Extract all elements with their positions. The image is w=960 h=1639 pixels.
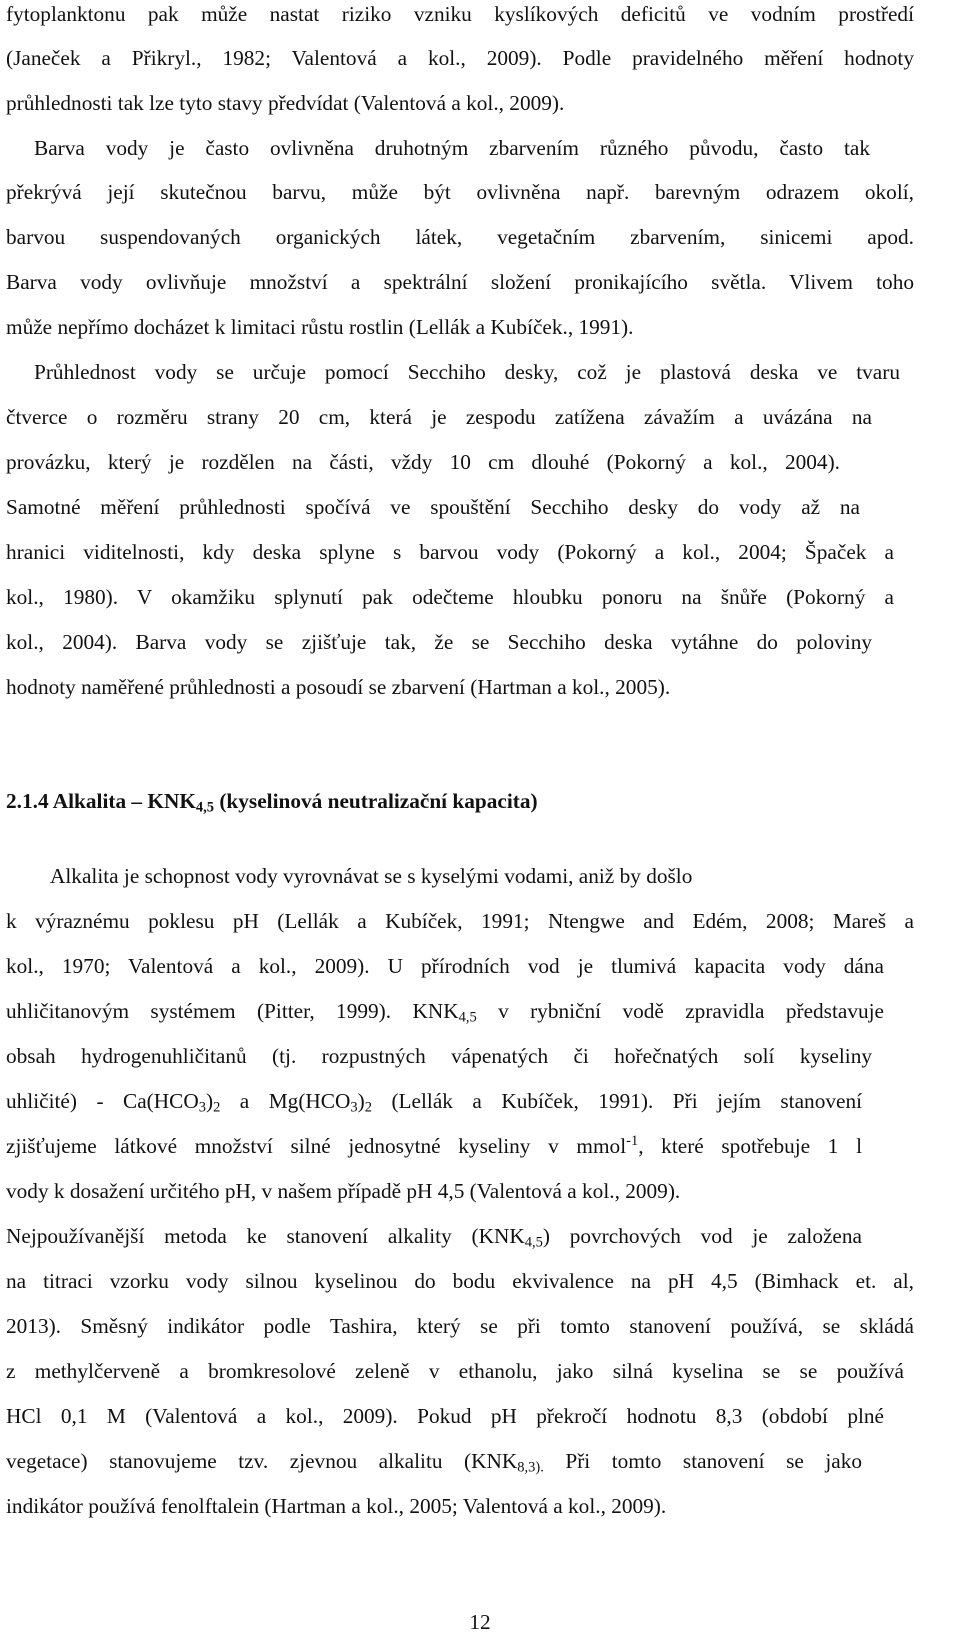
text-line: Samotné měření průhlednosti spočívá ve spouštění Secchiho desky do vody až na: [6, 495, 860, 519]
text-line: uhličitanovým systémem (Pitter, 1999). $KNK_{4,5}$ v rybniční vodě zpravidla představuje: [6, 999, 884, 1026]
text-line: na titraci vzorku vody silnou kyselinou do bodu ekvivalence na pH 4,5 (Bimhack et. al,: [6, 1269, 914, 1293]
text-line: Barva vody je často ovlivněna druhotným zbarvením různého původu, často tak: [34, 136, 870, 160]
text-line: barvou suspendovaných organických látek, vegetačním zbarvením, sinicemi apod.: [6, 225, 914, 249]
text-line: kol., 1980). V okamžiku splynutí pak odečteme hloubku ponoru na šnůře (Pokorný a: [6, 585, 894, 609]
text-line: (Janeček a Přikryl., 1982; Valentová a kol., 2009). Podle pravidelného měření hodnoty: [6, 46, 914, 70]
text-line: kol., 2004). Barva vody se zjišťuje tak, že se Secchiho deska vytáhne do poloviny: [6, 630, 872, 654]
page-number: 12: [469, 1610, 491, 1634]
text-line: překrývá její skutečnou barvu, může být ovlivněna např. barevným odrazem okolí,: [6, 180, 914, 204]
text-line: provázku, který je rozdělen na části, vždy 10 cm dlouhé (Pokorný a kol., 2004).: [6, 450, 840, 474]
text-line: Alkalita je schopnost vody vyrovnávat se s kyselými vodami, aniž by došlo: [50, 864, 693, 888]
text-line: zjišťujeme látkové množství silné jednosytné kyseliny v mmol$^{-1}$, které spotřebuje 1 l: [6, 1133, 862, 1158]
text-line: HCl 0,1 M (Valentová a kol., 2009). Pokud pH překročí hodnotu 8,3 (období plné: [6, 1404, 884, 1428]
text-line: obsah hydrogenuhličitanů (tj. rozpustných vápenatých či hořečnatých solí kyseliny: [6, 1044, 872, 1068]
text-line: z methylčerveně a bromkresolové zeleně v ethanolu, jako silná kyselina se se používá: [6, 1359, 904, 1383]
text-line: může nepřímo docházet k limitaci růstu rostlin (Lellák a Kubíček., 1991).: [6, 315, 634, 339]
section-heading: 2.1.4 Alkalita – $KNK_{4,5}$ (kyselinová neutralizační kapacita): [6, 789, 538, 816]
text-line: k výraznému poklesu pH (Lellák a Kubíček, 1991; Ntengwe and Edém, 2008; Mareš a: [6, 909, 914, 933]
text-line: fytoplanktonu pak může nastat riziko vzniku kyslíkových deficitů ve vodním prostředí: [6, 2, 914, 26]
text-line: vody k dosažení určitého pH, v našem případě pH 4,5 (Valentová a kol., 2009).: [6, 1179, 681, 1203]
text-line: uhličité) - $Ca(HCO_3)_2$ a $Mg(HCO_3)_2$ (Lellák a Kubíček, 1991). Při jejím stanovení: [6, 1089, 862, 1116]
text-line: čtverce o rozměru strany 20 cm, která je zespodu zatížena závažím a uvázána na: [6, 405, 872, 429]
text-line: hodnoty naměřené průhlednosti a posoudí se zbarvení (Hartman a kol., 2005).: [6, 675, 671, 699]
text-line: indikátor používá fenolftalein (Hartman a kol., 2005; Valentová a kol., 2009).: [6, 1494, 667, 1518]
text-line: Nejpoužívanější metoda ke stanovení alkality $(KNK_{4,5})$ povrchových vod je založena: [6, 1224, 862, 1251]
text-line: kol., 1970; Valentová a kol., 2009). U přírodních vod je tlumivá kapacita vody dána: [6, 954, 884, 978]
text-line: 2013). Směsný indikátor podle Tashira, který se při tomto stanovení používá, se skládá: [6, 1314, 914, 1338]
text-line: hranici viditelnosti, kdy deska splyne s barvou vody (Pokorný a kol., 2004; Špaček a: [6, 540, 894, 564]
text-line: průhlednosti tak lze tyto stavy předvídat (Valentová a kol., 2009).: [6, 91, 565, 115]
text-line: Barva vody ovlivňuje množství a spektrální složení pronikajícího světla. Vlivem toho: [6, 270, 914, 294]
text-line: vegetace) stanovujeme tzv. zjevnou alkalitu ($KNK_{8,3).}$ Při tomto stanovení se jako: [6, 1449, 862, 1476]
text-line: Průhlednost vody se určuje pomocí Secchiho desky, což je plastová deska ve tvaru: [34, 360, 900, 384]
